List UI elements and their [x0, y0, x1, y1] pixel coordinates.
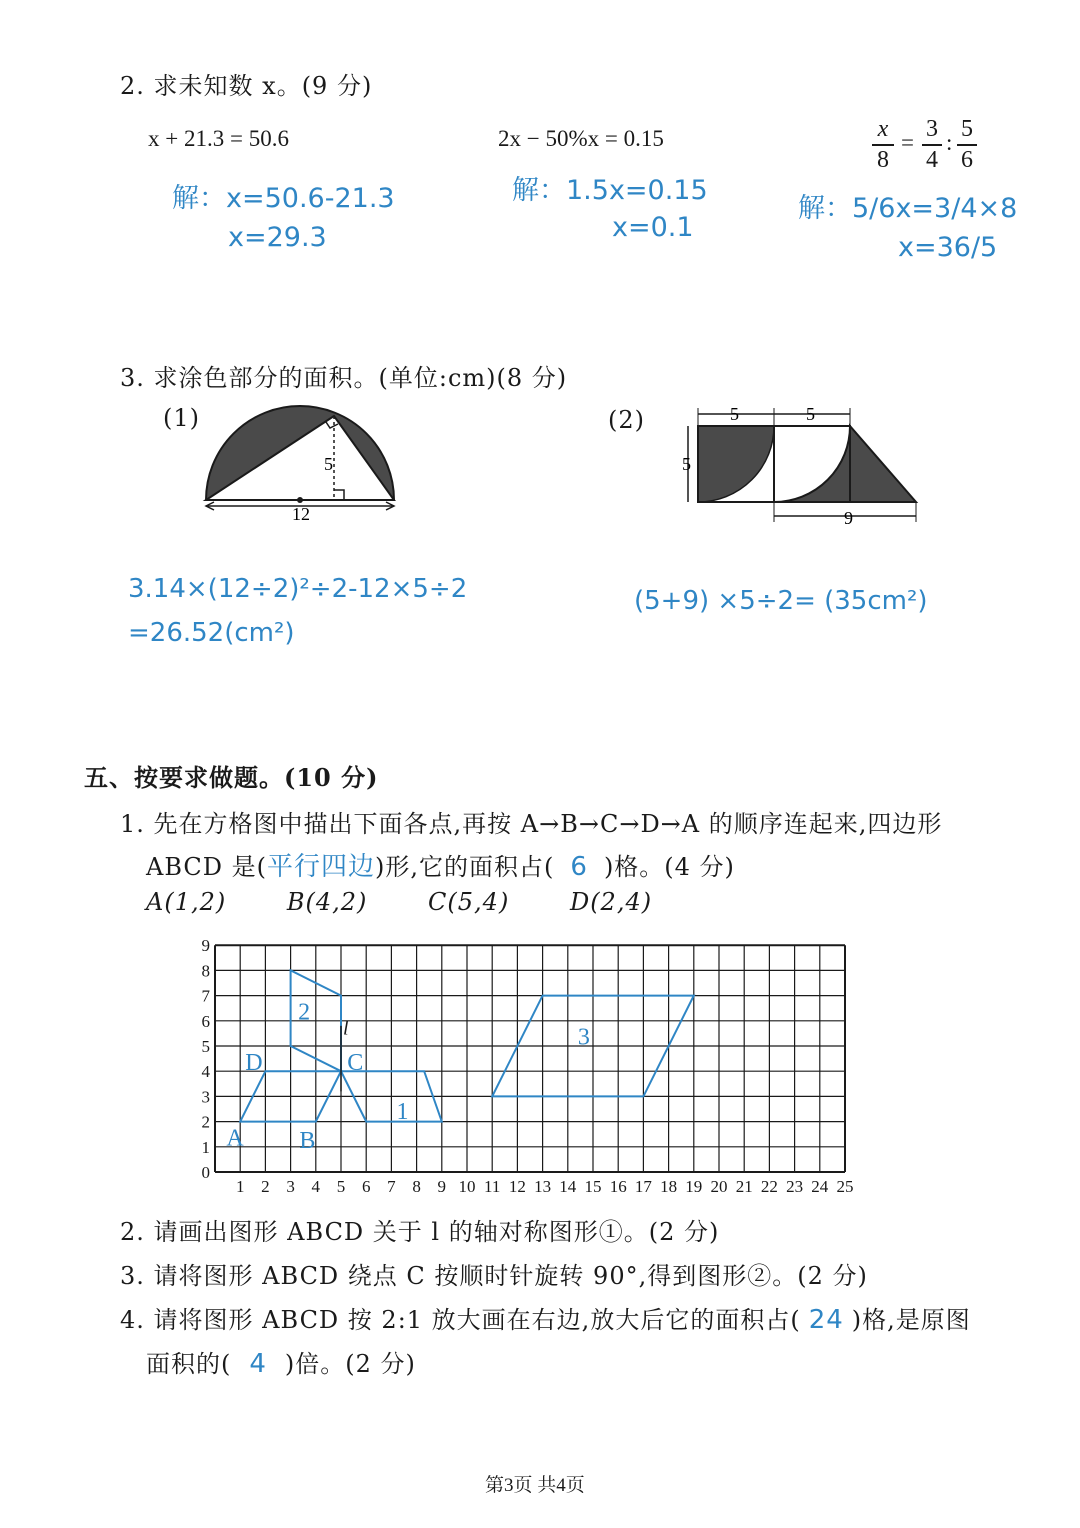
x-tick-label: 4: [311, 1177, 321, 1196]
dim-bottom: 9: [844, 508, 853, 528]
x-tick-label: 13: [534, 1177, 552, 1196]
ratio-colon: :: [946, 130, 953, 155]
point-list: [146, 888, 652, 916]
fraction-denominator: 4: [926, 147, 938, 173]
q3-answer-1-line-2: =26.52(cm²): [128, 618, 295, 648]
y-tick-label: 2: [201, 1112, 210, 1132]
y-tick-label: 8: [201, 961, 210, 981]
s5-q4-line-2: [146, 1344, 416, 1379]
x-tick-label: 12: [508, 1177, 526, 1196]
x-tick-label: 10: [458, 1177, 476, 1196]
x-tick-label: 17: [634, 1177, 652, 1196]
s5-q3: 3. 请将图形 ABCD 绕点 C 按顺时针旋转 90°,得到图形②。(2 分): [120, 1262, 868, 1290]
q3-title: 3. 求涂色部分的面积。(单位:cm)(8 分): [120, 364, 568, 392]
fraction-5-over-6: [957, 116, 977, 174]
squares-trapezoid-figure: [680, 400, 925, 530]
coordinate-grid: [190, 926, 860, 1196]
fraction-denominator: 6: [961, 147, 973, 173]
figure-label-1: 1: [396, 1099, 409, 1126]
s5-q2: 2. 请画出图形 ABCD 关于 l 的轴对称图形①。(2 分): [120, 1218, 720, 1246]
x-tick-label: 8: [412, 1177, 421, 1196]
q3-figure-2-label: (2): [608, 406, 645, 434]
s5-q1-text-a: ABCD 是(: [146, 853, 268, 881]
s5-q4-text-d: )倍。(2 分): [284, 1350, 416, 1378]
symmetry-axis-label: l: [343, 1017, 349, 1040]
vertex-label-d: D: [245, 1049, 263, 1076]
s5-q4-text-c: 面积的(: [146, 1350, 232, 1378]
y-tick-label: 7: [201, 986, 210, 1006]
q2-title: 2. 求未知数 x。(9 分): [120, 72, 373, 100]
q3-answer-2: (5+9) ×5÷2= (35cm²): [634, 586, 928, 616]
q2-answer-2-line-2: x=0.1: [612, 212, 694, 243]
s5-q4-line-1: [120, 1300, 971, 1335]
vertex-label-a: A: [226, 1125, 244, 1152]
x-tick-label: 21: [735, 1177, 753, 1196]
x-tick-label: 19: [685, 1177, 703, 1196]
vertex-label-b: B: [299, 1128, 316, 1155]
x-tick-label: 1: [235, 1177, 245, 1196]
answer-enlarged-area: 24: [808, 1305, 844, 1335]
q2-answer-3-line-2: x=36/5: [898, 232, 998, 263]
fraction-numerator: x: [877, 116, 889, 142]
q3-answer-1-line-1: 3.14×(12÷2)²÷2-12×5÷2: [128, 574, 468, 604]
point-a: A(1,2): [146, 888, 227, 916]
x-tick-label: 5: [336, 1177, 346, 1196]
x-tick-label: 25: [836, 1177, 854, 1196]
x-tick-label: 6: [361, 1177, 371, 1196]
page-footer: 第3页 共4页: [485, 1475, 585, 1496]
x-tick-label: 7: [387, 1177, 396, 1196]
x-tick-label: 24: [811, 1177, 829, 1196]
x-tick-label: 14: [559, 1177, 577, 1196]
s5-q4-text-b: )格,是原图: [851, 1306, 971, 1334]
dim-top-left: 5: [730, 404, 739, 424]
x-tick-label: 2: [261, 1177, 270, 1196]
s5-q4-text-a: 4. 请将图形 ABCD 按 2:1 放大画在右边,放大后它的面积占(: [120, 1306, 801, 1334]
x-tick-label: 22: [760, 1177, 778, 1196]
q2-answer-3-line-1: 解：5/6x=3/4×8: [798, 193, 1018, 224]
x-tick-label: 16: [609, 1177, 627, 1196]
y-tick-label: 5: [201, 1037, 210, 1056]
fraction-numerator: 3: [926, 116, 938, 142]
fraction-3-over-4: [922, 116, 942, 174]
section-5-title: 五、按要求做题。(10 分): [84, 763, 379, 792]
y-tick-label: 1: [201, 1137, 210, 1157]
q2-equation-2: 2x − 50%x = 0.15: [498, 126, 664, 151]
x-tick-label: 3: [286, 1177, 295, 1196]
point-c: C(5,4): [428, 888, 510, 916]
dim-base: 12: [292, 504, 310, 524]
s5-q1-text-c: )格。(4 分): [603, 853, 735, 881]
answer-shape-name: 平行四边: [267, 852, 376, 882]
s5-q1-line-1: 1. 先在方格图中描出下面各点,再按 A→B→C→D→A 的顺序连起来,四边形: [120, 810, 943, 838]
y-tick-label: 0: [201, 1163, 210, 1182]
s5-q1-text-b: )形,它的面积占(: [375, 853, 555, 881]
dim-height: 5: [324, 454, 333, 474]
figure-label-3: 3: [577, 1024, 590, 1051]
x-tick-label: 18: [660, 1177, 678, 1196]
y-tick-label: 6: [201, 1011, 210, 1031]
fraction-numerator: 5: [961, 116, 973, 142]
dim-side: 5: [682, 454, 691, 474]
fraction-denominator: 8: [877, 147, 889, 173]
fraction-x-over-8: [872, 116, 894, 174]
dim-top-right: 5: [806, 404, 815, 424]
y-tick-label: 4: [201, 1062, 210, 1082]
x-tick-label: 9: [437, 1177, 447, 1196]
vertex-label-c: C: [347, 1049, 364, 1076]
q2-answer-1-line-2: x=29.3: [228, 222, 327, 253]
point-d: D(2,4): [569, 888, 653, 916]
x-tick-label: 11: [484, 1177, 501, 1196]
q2-answer-2-line-1: 解：1.5x=0.15: [512, 175, 708, 206]
q3-figure-1-label: (1): [163, 404, 200, 432]
x-tick-label: 20: [710, 1177, 728, 1196]
figure-label-2: 2: [298, 999, 311, 1026]
x-tick-label: 23: [786, 1177, 804, 1196]
answer-area-cells: 6: [570, 852, 588, 882]
x-tick-label: 15: [584, 1177, 602, 1196]
answer-times: 4: [249, 1349, 267, 1379]
y-tick-label: 9: [201, 936, 210, 956]
semicircle-triangle-figure: [196, 396, 406, 526]
q2-answer-1-line-1: 解：x=50.6-21.3: [172, 183, 395, 214]
point-b: B(4,2): [286, 888, 368, 916]
equals-sign: =: [901, 130, 914, 155]
s5-q1-line-2: [146, 846, 735, 883]
q2-equation-1: x + 21.3 = 50.6: [148, 126, 289, 151]
y-tick-label: 3: [201, 1087, 210, 1107]
